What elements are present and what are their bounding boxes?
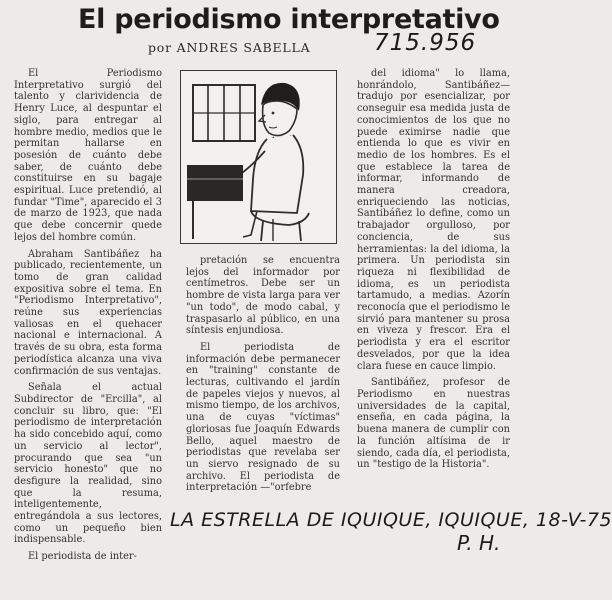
paragraph: El periodista de inter- xyxy=(28,551,137,563)
article-column-2 xyxy=(186,255,340,499)
paragraph: del idioma" lo llama, honrándolo, Santibáñez— tradujo por esencializar, por conseguir esa medida justa de conocimientos de los que no puede eximirse nadie que entienda lo que es vivir en medio de los hombres. Es el que establece la tarea de informar, informando de manera creadora, enriqueciendo las noticias, Santibáñez lo define, como un trabajador orgulloso, por conciencia, de sus herramientas: la del idioma, la primera. Un periodista sin riqueza ni flexibilidad de idioma, es un periodista tartamudo, a medias. Azorín reconocía que el periodismo le sirvió para mantener su prosa en viveza y frescor. Era el periodista y era el escritor desvelados, por que la idea clara fuese en cauce limpio. xyxy=(357,68,510,372)
article-illustration xyxy=(180,70,337,244)
paragraph: Abraham Santibáñez ha publicado, recientemente, un tomo de gran calidad expositiva sobre el tema. En "Periodismo Interpretativo", reúne sus experiencias valiosas en el quehacer nacional e internacional. A través de su obra, esta forma periodística alcanza una viva confirmación de sus ventajas. xyxy=(14,248,162,377)
paragraph: Señala el actual Subdirector de "Ercilla", al concluir su libro, que: "El periodismo de interpretación ha sido concebido aquí, como un servicio al lector", procurando que sea "un servicio honesto" que no desfigure la realidad, sino que la resuma, inteligentemente, entregándola a sus lectores, como un pequeño bien indispensable. xyxy=(14,382,162,546)
paragraph: El Periodismo Interpretativo surgió del talento y clarividencia de Henry Luce, al despuntar el siglo, para entregar al hombre medio, medios que le permitan hallarse en posesión de cuánto debe saber, de cuánto debe constituirse en su bagaje espiritual. Luce pretendió, al fundar "Time", aparecido el 3 de marzo de 1923, que nada que debe concernir quede lejos del hombre común. xyxy=(14,68,162,243)
paragraph: pretación se encuentra lejos del informador por centímetros. Debe ser un hombre de vista larga para ver "un todo", de modo cabal, y traspasarlo al público, en una síntesis enjundiosa. xyxy=(186,255,340,337)
paragraph: Santibáñez, profesor de Periodismo en nuestras universidades de la capital, enseña, en cada página, la buena manera de cumplir con la función altísima de ir siendo, cada día, el periodista, un "testigo de la Historia". xyxy=(357,377,510,471)
article-title: El periodismo interpretativo xyxy=(78,4,500,35)
handwritten-source-note: LA ESTRELLA DE IQUIQUE, IQUIQUE, 18-V-75 xyxy=(170,509,612,531)
handwritten-date: 715.956 xyxy=(374,30,477,56)
paragraph: El periodista de información debe permanecer en "training" constante de lecturas, cultivando el jardín de papeles viejos y nuevos, al mismo tiempo, de los archivos, una de cuyas "víctimas" gloriosas fue Joaquín Edwards Bello, aquel maestro de periodistas que revelaba ser un siervo resignado de su archivo. El periodista de interpretación —"orfebre xyxy=(186,341,340,494)
article-column-3 xyxy=(357,68,510,476)
article-byline: por ANDRES SABELLA xyxy=(148,40,311,55)
article-column-1 xyxy=(14,68,162,568)
figure-at-desk-icon xyxy=(181,71,336,243)
handwritten-page-note: P. H. xyxy=(457,531,501,555)
